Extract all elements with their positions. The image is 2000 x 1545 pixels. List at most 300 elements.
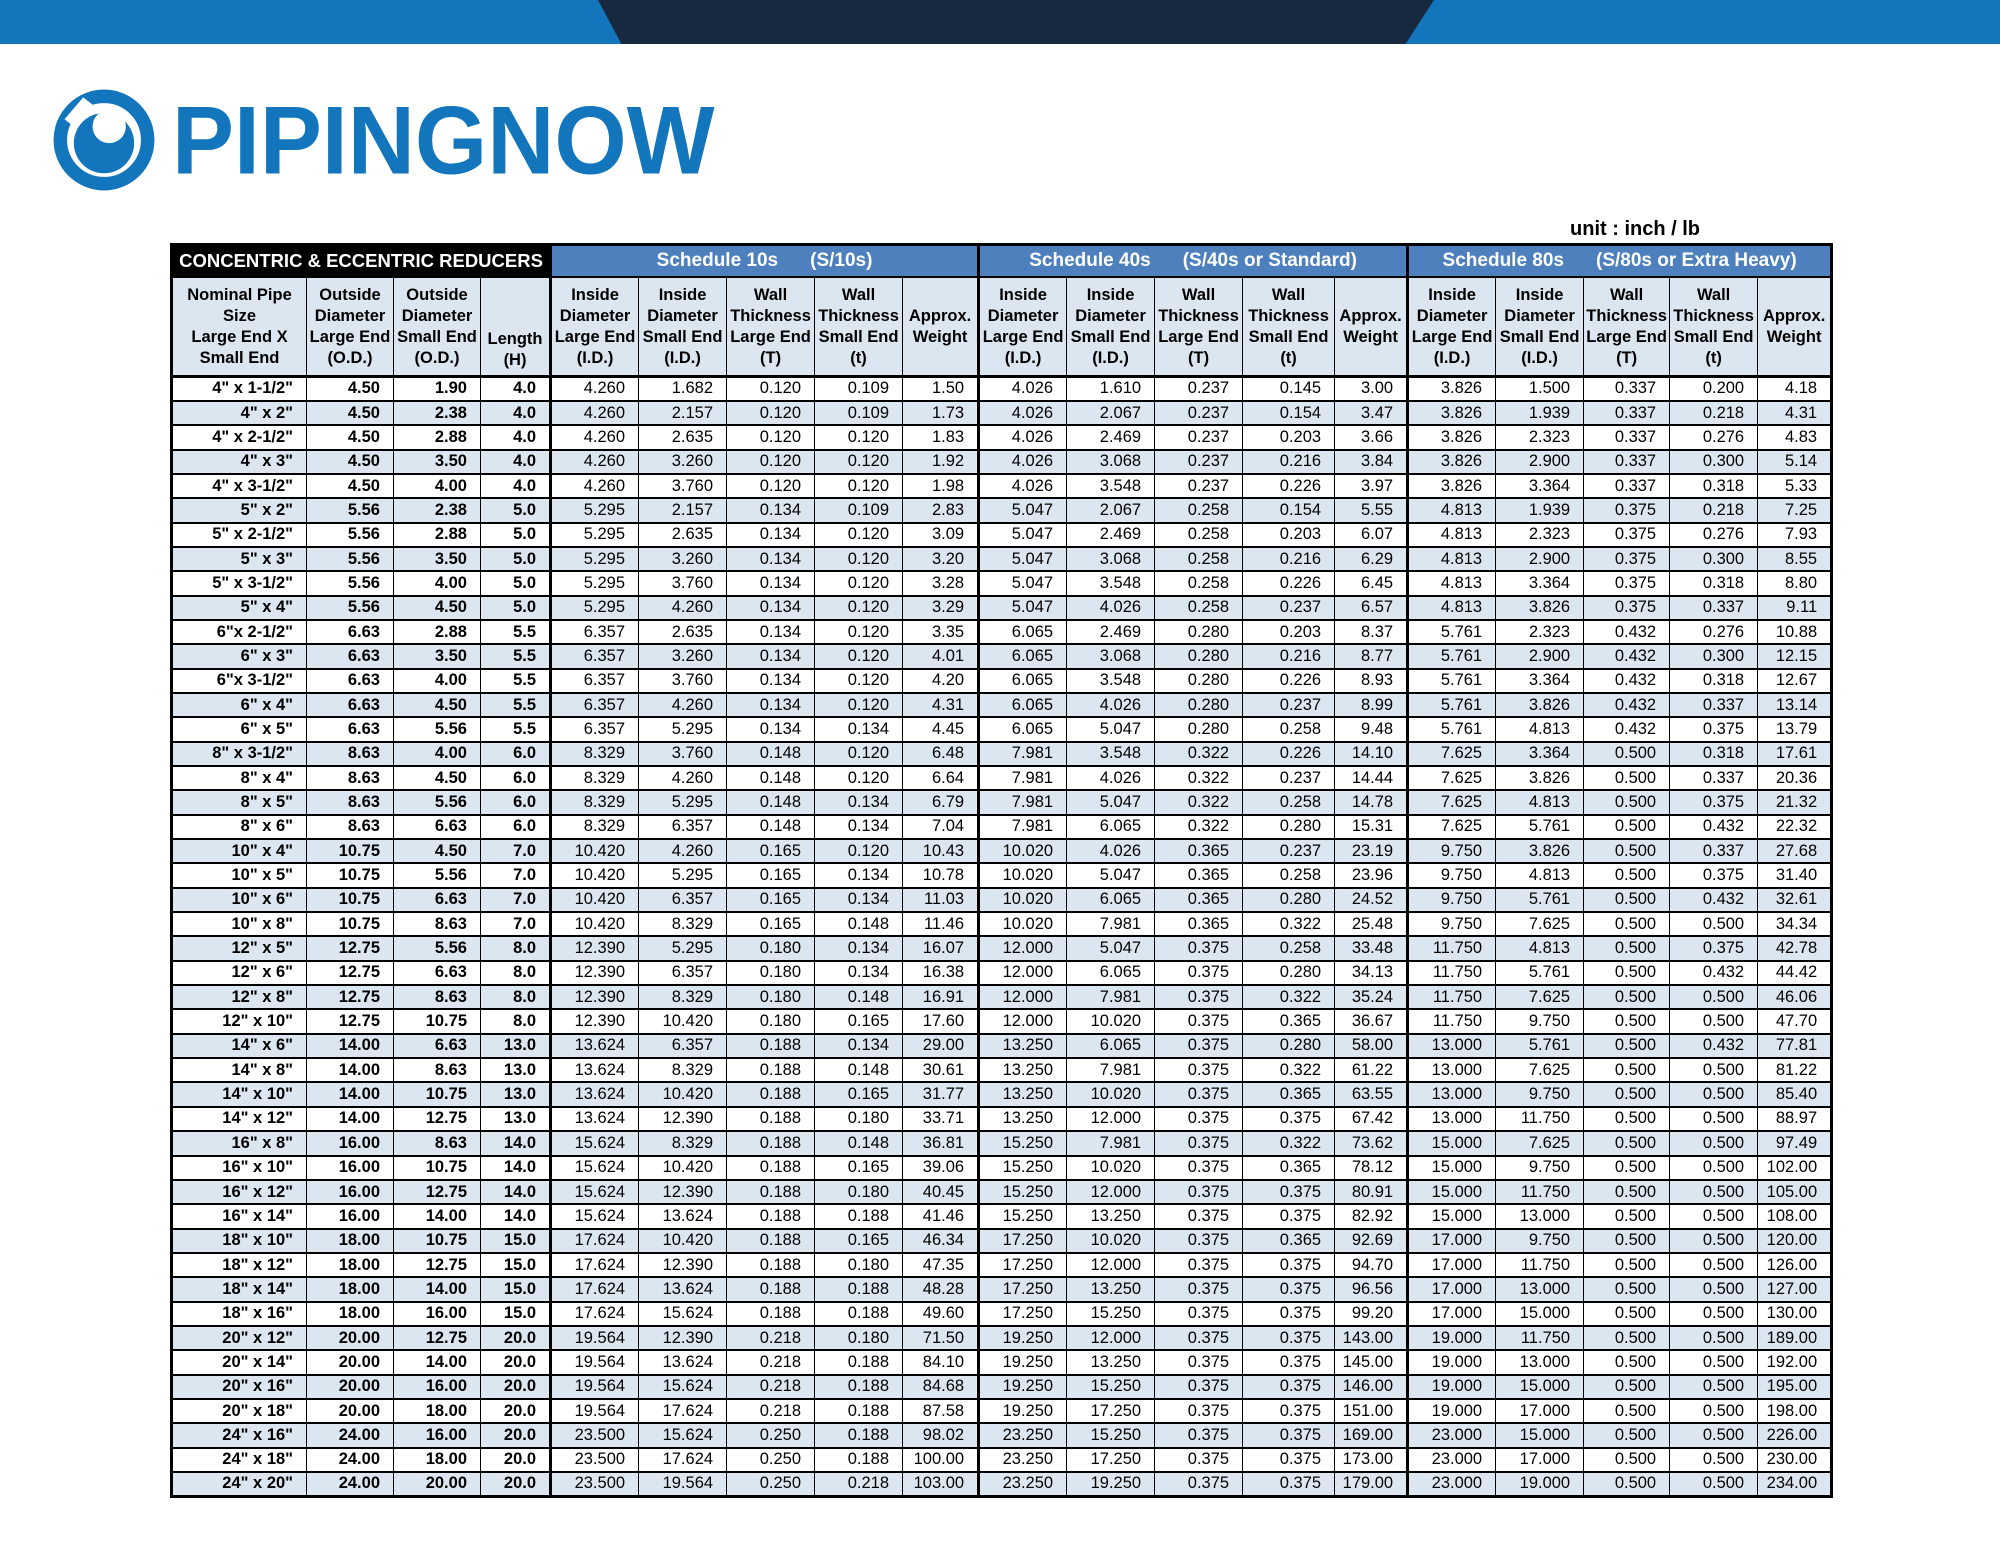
value-cell: 8.329 <box>639 1058 727 1082</box>
value-cell: 17.250 <box>979 1277 1067 1301</box>
value-cell: 3.826 <box>1408 450 1496 474</box>
table-row <box>172 912 1832 936</box>
value-cell: 0.375 <box>1155 1423 1243 1447</box>
pipe-size-cell: 8" x 5" <box>172 790 307 814</box>
value-cell: 4.50 <box>394 766 481 790</box>
value-cell: 19.564 <box>551 1399 639 1423</box>
value-cell: 6.79 <box>903 790 979 814</box>
value-cell: 0.134 <box>815 863 903 887</box>
value-cell: 0.148 <box>727 766 815 790</box>
value-cell: 15.250 <box>1067 1375 1155 1399</box>
value-cell: 17.624 <box>551 1229 639 1253</box>
value-cell: 5.761 <box>1408 620 1496 644</box>
value-cell: 1.83 <box>903 425 979 449</box>
value-cell: 1.98 <box>903 474 979 498</box>
value-cell: 0.120 <box>815 839 903 863</box>
value-cell: 3.548 <box>1067 571 1155 595</box>
pipe-size-cell: 4" x 2-1/2" <box>172 425 307 449</box>
value-cell: 0.322 <box>1155 815 1243 839</box>
value-cell: 3.260 <box>639 547 727 571</box>
value-cell: 13.000 <box>1496 1204 1584 1228</box>
column-header: Outside Diameter Small End (O.D.) <box>394 277 481 377</box>
value-cell: 0.375 <box>1155 1009 1243 1033</box>
value-cell: 14.78 <box>1335 790 1408 814</box>
value-cell: 3.364 <box>1496 474 1584 498</box>
value-cell: 19.000 <box>1408 1326 1496 1350</box>
value-cell: 0.500 <box>1584 1156 1670 1180</box>
value-cell: 23.250 <box>979 1448 1067 1472</box>
value-cell: 14.00 <box>394 1350 481 1374</box>
value-cell: 0.500 <box>1670 1180 1758 1204</box>
value-cell: 87.58 <box>903 1399 979 1423</box>
value-cell: 0.375 <box>1243 1253 1335 1277</box>
value-cell: 0.500 <box>1670 1131 1758 1155</box>
value-cell: 7.0 <box>481 863 551 887</box>
value-cell: 9.750 <box>1496 1229 1584 1253</box>
table-row <box>172 961 1832 985</box>
pipe-size-cell: 6" x 4" <box>172 693 307 717</box>
value-cell: 16.00 <box>394 1423 481 1447</box>
value-cell: 24.00 <box>307 1423 394 1447</box>
value-cell: 5.295 <box>639 936 727 960</box>
pipe-size-cell: 5" x 3" <box>172 547 307 571</box>
value-cell: 0.134 <box>727 498 815 522</box>
column-header: Wall Thickness Small End (t) <box>1670 277 1758 377</box>
value-cell: 16.91 <box>903 985 979 1009</box>
value-cell: 0.154 <box>1243 498 1335 522</box>
value-cell: 2.323 <box>1496 620 1584 644</box>
value-cell: 13.000 <box>1408 1034 1496 1058</box>
value-cell: 4.83 <box>1758 425 1832 449</box>
value-cell: 0.120 <box>727 450 815 474</box>
value-cell: 0.500 <box>1670 1472 1758 1496</box>
value-cell: 15.250 <box>1067 1302 1155 1326</box>
value-cell: 19.250 <box>979 1399 1067 1423</box>
column-header: Inside Diameter Large End (I.D.) <box>979 277 1067 377</box>
pipe-size-cell: 18" x 14" <box>172 1277 307 1301</box>
value-cell: 4.0 <box>481 377 551 401</box>
value-cell: 0.218 <box>727 1350 815 1374</box>
group-sublabel: (S/80s or Extra Heavy) <box>1596 250 1797 271</box>
value-cell: 173.00 <box>1335 1448 1408 1472</box>
value-cell: 0.500 <box>1670 912 1758 936</box>
value-cell: 0.500 <box>1584 1277 1670 1301</box>
value-cell: 16.38 <box>903 961 979 985</box>
value-cell: 0.280 <box>1155 717 1243 741</box>
value-cell: 23.500 <box>551 1472 639 1496</box>
value-cell: 0.218 <box>1670 401 1758 425</box>
value-cell: 0.120 <box>815 474 903 498</box>
value-cell: 4.50 <box>307 425 394 449</box>
value-cell: 23.500 <box>551 1423 639 1447</box>
value-cell: 0.432 <box>1670 815 1758 839</box>
value-cell: 19.250 <box>979 1326 1067 1350</box>
value-cell: 0.237 <box>1155 377 1243 401</box>
table-body <box>172 377 1832 1497</box>
value-cell: 0.188 <box>727 1302 815 1326</box>
value-cell: 0.365 <box>1243 1082 1335 1106</box>
column-header: Wall Thickness Large End (T) <box>1584 277 1670 377</box>
value-cell: 13.250 <box>979 1034 1067 1058</box>
value-cell: 0.365 <box>1155 839 1243 863</box>
value-cell: 11.750 <box>1496 1107 1584 1131</box>
value-cell: 36.81 <box>903 1131 979 1155</box>
value-cell: 3.068 <box>1067 547 1155 571</box>
value-cell: 0.250 <box>727 1448 815 1472</box>
value-cell: 0.375 <box>1584 596 1670 620</box>
value-cell: 0.134 <box>727 669 815 693</box>
value-cell: 3.760 <box>639 571 727 595</box>
pipe-size-cell: 5" x 2" <box>172 498 307 522</box>
value-cell: 0.218 <box>1670 498 1758 522</box>
value-cell: 3.97 <box>1335 474 1408 498</box>
value-cell: 88.97 <box>1758 1107 1832 1131</box>
value-cell: 0.165 <box>727 839 815 863</box>
value-cell: 0.337 <box>1670 839 1758 863</box>
value-cell: 2.067 <box>1067 401 1155 425</box>
value-cell: 4.813 <box>1496 790 1584 814</box>
value-cell: 0.134 <box>727 620 815 644</box>
value-cell: 16.00 <box>307 1131 394 1155</box>
value-cell: 0.365 <box>1155 863 1243 887</box>
value-cell: 0.134 <box>727 644 815 668</box>
value-cell: 7.93 <box>1758 523 1832 547</box>
value-cell: 0.500 <box>1584 1302 1670 1326</box>
value-cell: 8.63 <box>307 790 394 814</box>
value-cell: 97.49 <box>1758 1131 1832 1155</box>
value-cell: 0.120 <box>727 377 815 401</box>
value-cell: 5.0 <box>481 523 551 547</box>
value-cell: 0.337 <box>1670 766 1758 790</box>
value-cell: 5.56 <box>394 936 481 960</box>
value-cell: 0.432 <box>1584 717 1670 741</box>
value-cell: 4.813 <box>1408 571 1496 595</box>
value-cell: 0.375 <box>1155 1472 1243 1496</box>
value-cell: 5.56 <box>307 571 394 595</box>
value-cell: 7.0 <box>481 888 551 912</box>
value-cell: 100.00 <box>903 1448 979 1472</box>
value-cell: 0.280 <box>1155 693 1243 717</box>
value-cell: 0.375 <box>1584 547 1670 571</box>
value-cell: 0.318 <box>1670 669 1758 693</box>
value-cell: 2.469 <box>1067 425 1155 449</box>
value-cell: 0.134 <box>727 523 815 547</box>
pipe-size-cell: 12" x 5" <box>172 936 307 960</box>
table-row <box>172 1326 1832 1350</box>
table-row <box>172 1107 1832 1131</box>
value-cell: 0.216 <box>1243 547 1335 571</box>
value-cell: 1.939 <box>1496 498 1584 522</box>
value-cell: 10.020 <box>979 912 1067 936</box>
value-cell: 2.635 <box>639 620 727 644</box>
banner-navy-shape <box>598 0 1434 44</box>
value-cell: 0.375 <box>1155 1375 1243 1399</box>
value-cell: 5.761 <box>1496 961 1584 985</box>
pipe-size-cell: 16" x 14" <box>172 1204 307 1228</box>
value-cell: 0.188 <box>727 1253 815 1277</box>
value-cell: 0.134 <box>727 717 815 741</box>
column-header: Inside Diameter Small End (I.D.) <box>1067 277 1155 377</box>
value-cell: 14.44 <box>1335 766 1408 790</box>
value-cell: 16.07 <box>903 936 979 960</box>
value-cell: 0.180 <box>815 1180 903 1204</box>
value-cell: 13.624 <box>551 1034 639 1058</box>
value-cell: 5.0 <box>481 571 551 595</box>
value-cell: 11.750 <box>1408 985 1496 1009</box>
value-cell: 0.165 <box>815 1009 903 1033</box>
value-cell: 4.813 <box>1408 547 1496 571</box>
value-cell: 0.432 <box>1670 961 1758 985</box>
value-cell: 5.0 <box>481 547 551 571</box>
value-cell: 6.357 <box>639 961 727 985</box>
value-cell: 3.826 <box>1408 425 1496 449</box>
table-row <box>172 1302 1832 1326</box>
value-cell: 8.0 <box>481 1009 551 1033</box>
value-cell: 0.375 <box>1584 571 1670 595</box>
value-cell: 8.329 <box>551 742 639 766</box>
value-cell: 0.237 <box>1243 596 1335 620</box>
value-cell: 0.226 <box>1243 474 1335 498</box>
value-cell: 4.026 <box>1067 839 1155 863</box>
value-cell: 9.11 <box>1758 596 1832 620</box>
value-cell: 0.500 <box>1584 863 1670 887</box>
value-cell: 11.750 <box>1496 1326 1584 1350</box>
value-cell: 8.63 <box>307 815 394 839</box>
group-schedule-10s <box>551 245 979 278</box>
table-row <box>172 596 1832 620</box>
value-cell: 13.250 <box>1067 1277 1155 1301</box>
value-cell: 0.500 <box>1584 888 1670 912</box>
value-cell: 8.329 <box>639 985 727 1009</box>
value-cell: 7.981 <box>1067 912 1155 936</box>
value-cell: 0.188 <box>727 1107 815 1131</box>
value-cell: 0.134 <box>815 961 903 985</box>
column-header: Nominal Pipe Size Large End X Small End <box>172 277 307 377</box>
pipe-size-cell: 5" x 3-1/2" <box>172 571 307 595</box>
value-cell: 13.000 <box>1408 1082 1496 1106</box>
value-cell: 17.624 <box>551 1302 639 1326</box>
value-cell: 13.250 <box>979 1082 1067 1106</box>
value-cell: 84.10 <box>903 1350 979 1374</box>
value-cell: 4.0 <box>481 450 551 474</box>
value-cell: 151.00 <box>1335 1399 1408 1423</box>
value-cell: 146.00 <box>1335 1375 1408 1399</box>
value-cell: 0.276 <box>1670 620 1758 644</box>
value-cell: 4.00 <box>394 571 481 595</box>
value-cell: 0.432 <box>1584 644 1670 668</box>
column-header: Wall Thickness Small End (t) <box>1243 277 1335 377</box>
value-cell: 2.900 <box>1496 450 1584 474</box>
value-cell: 5.5 <box>481 644 551 668</box>
value-cell: 0.120 <box>815 620 903 644</box>
pipe-size-cell: 20" x 12" <box>172 1326 307 1350</box>
value-cell: 0.375 <box>1155 1302 1243 1326</box>
table-row <box>172 936 1832 960</box>
value-cell: 31.40 <box>1758 863 1832 887</box>
value-cell: 17.250 <box>979 1229 1067 1253</box>
value-cell: 0.134 <box>727 596 815 620</box>
value-cell: 0.258 <box>1243 863 1335 887</box>
column-header-row <box>172 277 1832 377</box>
value-cell: 10.43 <box>903 839 979 863</box>
table-row <box>172 377 1832 401</box>
value-cell: 4.026 <box>979 425 1067 449</box>
pipe-size-cell: 4" x 1-1/2" <box>172 377 307 401</box>
value-cell: 3.364 <box>1496 742 1584 766</box>
value-cell: 20.00 <box>307 1399 394 1423</box>
value-cell: 8.0 <box>481 961 551 985</box>
value-cell: 0.500 <box>1584 1399 1670 1423</box>
value-cell: 5.56 <box>307 547 394 571</box>
value-cell: 0.188 <box>727 1131 815 1155</box>
value-cell: 5.5 <box>481 669 551 693</box>
value-cell: 12.75 <box>394 1253 481 1277</box>
value-cell: 10.420 <box>639 1009 727 1033</box>
value-cell: 9.48 <box>1335 717 1408 741</box>
value-cell: 4.50 <box>307 474 394 498</box>
value-cell: 20.0 <box>481 1326 551 1350</box>
value-cell: 0.250 <box>727 1472 815 1496</box>
value-cell: 6.63 <box>394 888 481 912</box>
value-cell: 126.00 <box>1758 1253 1832 1277</box>
value-cell: 0.500 <box>1584 1180 1670 1204</box>
group-schedule-80s <box>1408 245 1832 278</box>
value-cell: 0.237 <box>1243 839 1335 863</box>
value-cell: 85.40 <box>1758 1082 1832 1106</box>
value-cell: 2.157 <box>639 401 727 425</box>
value-cell: 13.624 <box>639 1204 727 1228</box>
value-cell: 2.067 <box>1067 498 1155 522</box>
value-cell: 3.760 <box>639 742 727 766</box>
value-cell: 0.375 <box>1243 1399 1335 1423</box>
value-cell: 8.0 <box>481 985 551 1009</box>
value-cell: 4.026 <box>979 474 1067 498</box>
table-row <box>172 401 1832 425</box>
value-cell: 12.75 <box>307 961 394 985</box>
value-cell: 1.939 <box>1496 401 1584 425</box>
table-row <box>172 523 1832 547</box>
value-cell: 17.250 <box>1067 1399 1155 1423</box>
value-cell: 4.026 <box>1067 596 1155 620</box>
value-cell: 4.50 <box>394 839 481 863</box>
value-cell: 0.188 <box>727 1034 815 1058</box>
value-cell: 15.31 <box>1335 815 1408 839</box>
value-cell: 0.258 <box>1155 523 1243 547</box>
value-cell: 8.329 <box>551 815 639 839</box>
value-cell: 15.000 <box>1408 1156 1496 1180</box>
value-cell: 102.00 <box>1758 1156 1832 1180</box>
value-cell: 14.00 <box>307 1034 394 1058</box>
value-cell: 2.157 <box>639 498 727 522</box>
value-cell: 82.92 <box>1335 1204 1408 1228</box>
value-cell: 0.226 <box>1243 669 1335 693</box>
pipe-size-cell: 20" x 14" <box>172 1350 307 1374</box>
value-cell: 3.09 <box>903 523 979 547</box>
value-cell: 0.218 <box>727 1375 815 1399</box>
value-cell: 8.63 <box>394 1131 481 1155</box>
value-cell: 5.047 <box>1067 790 1155 814</box>
group-label: Schedule 40s <box>1029 250 1151 271</box>
value-cell: 0.134 <box>815 815 903 839</box>
value-cell: 0.322 <box>1243 985 1335 1009</box>
value-cell: 20.0 <box>481 1375 551 1399</box>
value-cell: 7.981 <box>979 790 1067 814</box>
value-cell: 4.813 <box>1496 936 1584 960</box>
value-cell: 17.61 <box>1758 742 1832 766</box>
table-row <box>172 547 1832 571</box>
value-cell: 0.120 <box>727 474 815 498</box>
pipe-size-cell: 5" x 4" <box>172 596 307 620</box>
value-cell: 0.500 <box>1670 1277 1758 1301</box>
value-cell: 14.00 <box>307 1107 394 1131</box>
value-cell: 78.12 <box>1335 1156 1408 1180</box>
value-cell: 71.50 <box>903 1326 979 1350</box>
value-cell: 3.826 <box>1408 377 1496 401</box>
value-cell: 0.500 <box>1584 1009 1670 1033</box>
value-cell: 18.00 <box>307 1302 394 1326</box>
value-cell: 6.357 <box>639 888 727 912</box>
value-cell: 23.96 <box>1335 863 1408 887</box>
value-cell: 4.813 <box>1496 717 1584 741</box>
value-cell: 20.0 <box>481 1399 551 1423</box>
table-row <box>172 888 1832 912</box>
value-cell: 0.109 <box>815 498 903 522</box>
value-cell: 31.77 <box>903 1082 979 1106</box>
pipe-size-cell: 18" x 10" <box>172 1229 307 1253</box>
value-cell: 0.188 <box>727 1156 815 1180</box>
value-cell: 0.148 <box>815 912 903 936</box>
value-cell: 10.420 <box>639 1082 727 1106</box>
value-cell: 0.500 <box>1584 1350 1670 1374</box>
value-cell: 10.420 <box>639 1229 727 1253</box>
value-cell: 0.500 <box>1584 1034 1670 1058</box>
value-cell: 11.750 <box>1496 1180 1584 1204</box>
value-cell: 5.0 <box>481 498 551 522</box>
value-cell: 15.000 <box>1496 1423 1584 1447</box>
value-cell: 6.357 <box>639 1034 727 1058</box>
value-cell: 0.120 <box>815 523 903 547</box>
group-label: Schedule 80s <box>1442 250 1564 271</box>
value-cell: 0.134 <box>815 790 903 814</box>
value-cell: 6.0 <box>481 766 551 790</box>
value-cell: 4.31 <box>903 693 979 717</box>
value-cell: 58.00 <box>1335 1034 1408 1058</box>
value-cell: 13.14 <box>1758 693 1832 717</box>
value-cell: 0.500 <box>1670 1423 1758 1447</box>
pipe-size-cell: 12" x 10" <box>172 1009 307 1033</box>
value-cell: 0.165 <box>815 1082 903 1106</box>
value-cell: 1.610 <box>1067 377 1155 401</box>
value-cell: 10.020 <box>1067 1009 1155 1033</box>
value-cell: 16.00 <box>394 1302 481 1326</box>
value-cell: 8.93 <box>1335 669 1408 693</box>
value-cell: 16.00 <box>307 1156 394 1180</box>
value-cell: 0.188 <box>815 1277 903 1301</box>
value-cell: 7.625 <box>1408 766 1496 790</box>
value-cell: 0.500 <box>1670 1082 1758 1106</box>
value-cell: 18.00 <box>307 1229 394 1253</box>
value-cell: 5.0 <box>481 596 551 620</box>
value-cell: 5.047 <box>979 547 1067 571</box>
value-cell: 0.276 <box>1670 523 1758 547</box>
value-cell: 5.761 <box>1408 669 1496 693</box>
value-cell: 12.75 <box>307 1009 394 1033</box>
value-cell: 12.390 <box>551 985 639 1009</box>
top-banner <box>0 0 2000 44</box>
value-cell: 6.357 <box>551 620 639 644</box>
value-cell: 30.61 <box>903 1058 979 1082</box>
value-cell: 0.500 <box>1584 1472 1670 1496</box>
